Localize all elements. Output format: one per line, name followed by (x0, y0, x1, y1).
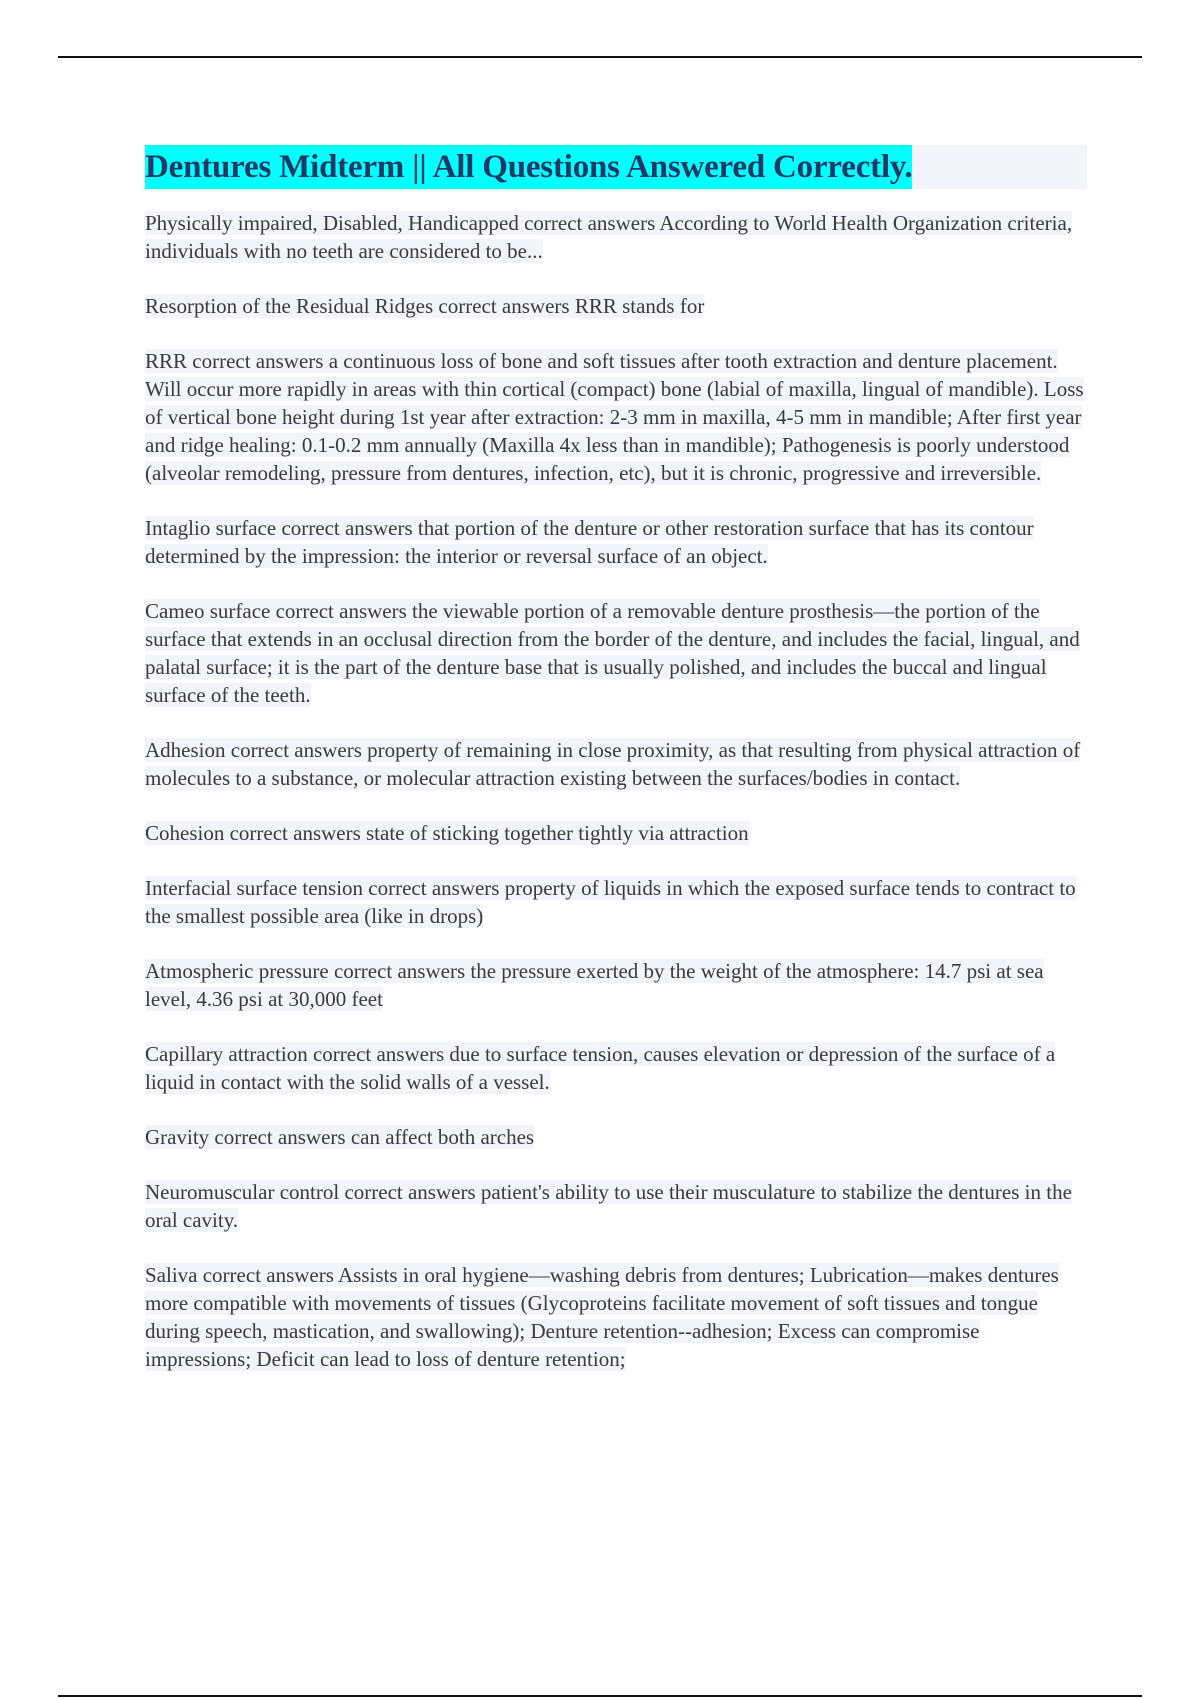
qa-entry (145, 347, 1087, 487)
document-body (145, 145, 1087, 1400)
document-title: Dentures Midterm || All Questions Answered Correctly. (145, 145, 912, 189)
footer-rule (58, 1695, 1142, 1697)
title-block (145, 145, 1087, 189)
qa-text: Atmospheric pressure correct answers the pressure exerted by the weight of the atmosphere: 14.7 psi at sea level, 4.36 psi at 30,000 feet (145, 959, 1044, 1011)
qa-text: Adhesion correct answers property of remaining in close proximity, as that resulting from physical attraction of molecules to a substance, or molecular attraction existing between the surfaces/bodies in contact. (145, 738, 1081, 790)
qa-entry (145, 819, 1087, 847)
qa-entry (145, 1123, 1087, 1151)
qa-entry (145, 514, 1087, 570)
qa-text: Capillary attraction correct answers due to surface tension, causes elevation or depression of the surface of a liquid in contact with the solid walls of a vessel. (145, 1042, 1056, 1094)
qa-entry (145, 736, 1087, 792)
qa-text: Resorption of the Residual Ridges correct answers RRR stands for (145, 294, 705, 318)
qa-entry (145, 209, 1087, 265)
qa-text: RRR correct answers a continuous loss of bone and soft tissues after tooth extraction and denture placement. Will occur more rapidly in areas with thin cortical (compact) bone (labial of maxilla, lingual of mandible). Loss of vertical bone height during 1st year after extraction: 2-3 mm in maxilla, 4-5 mm in mandible; After first year and ridge healing: 0.1-0.2 mm annually (Maxilla 4x less than in mandible); Pathogenesis is poorly understood (alveolar remodeling, pressure from dentures, infection, etc), but it is chronic, progressive and irreversible. (145, 349, 1084, 485)
qa-entry (145, 874, 1087, 930)
qa-text: Intaglio surface correct answers that portion of the denture or other restoration surface that has its contour determined by the impression: the interior or reversal surface of an object. (145, 516, 1034, 568)
qa-entry (145, 957, 1087, 1013)
qa-entry (145, 597, 1087, 709)
qa-text: Cohesion correct answers state of sticking together tightly via attraction (145, 821, 749, 845)
qa-entry (145, 1261, 1087, 1373)
qa-text: Physically impaired, Disabled, Handicapped correct answers According to World Health Organization criteria, individuals with no teeth are considered to be... (145, 211, 1073, 263)
qa-text: Interfacial surface tension correct answers property of liquids in which the exposed surface tends to contract to the smallest possible area (like in drops) (145, 876, 1076, 928)
header-rule (58, 56, 1142, 58)
qa-text: Gravity correct answers can affect both arches (145, 1125, 535, 1149)
qa-entry (145, 292, 1087, 320)
qa-text: Cameo surface correct answers the viewable portion of a removable denture prosthesis—the portion of the surface that extends in an occlusal direction from the border of the denture, and includes the facial, lingual, and palatal surface; it is the part of the denture base that is usually polished, and includes the buccal and lingual surface of the teeth. (145, 599, 1080, 707)
qa-entry (145, 1178, 1087, 1234)
qa-text: Neuromuscular control correct answers patient's ability to use their musculature to stabilize the dentures in the oral cavity. (145, 1180, 1072, 1232)
qa-entry (145, 1040, 1087, 1096)
qa-text: Saliva correct answers Assists in oral hygiene—washing debris from dentures; Lubrication—makes dentures more compatible with movements of tissues (Glycoproteins facilitate movement of soft tissues and tongue during speech, mastication, and swallowing); Denture retention--adhesion; Excess can compromise impressions; Deficit can lead to loss of denture retention; (145, 1263, 1059, 1371)
